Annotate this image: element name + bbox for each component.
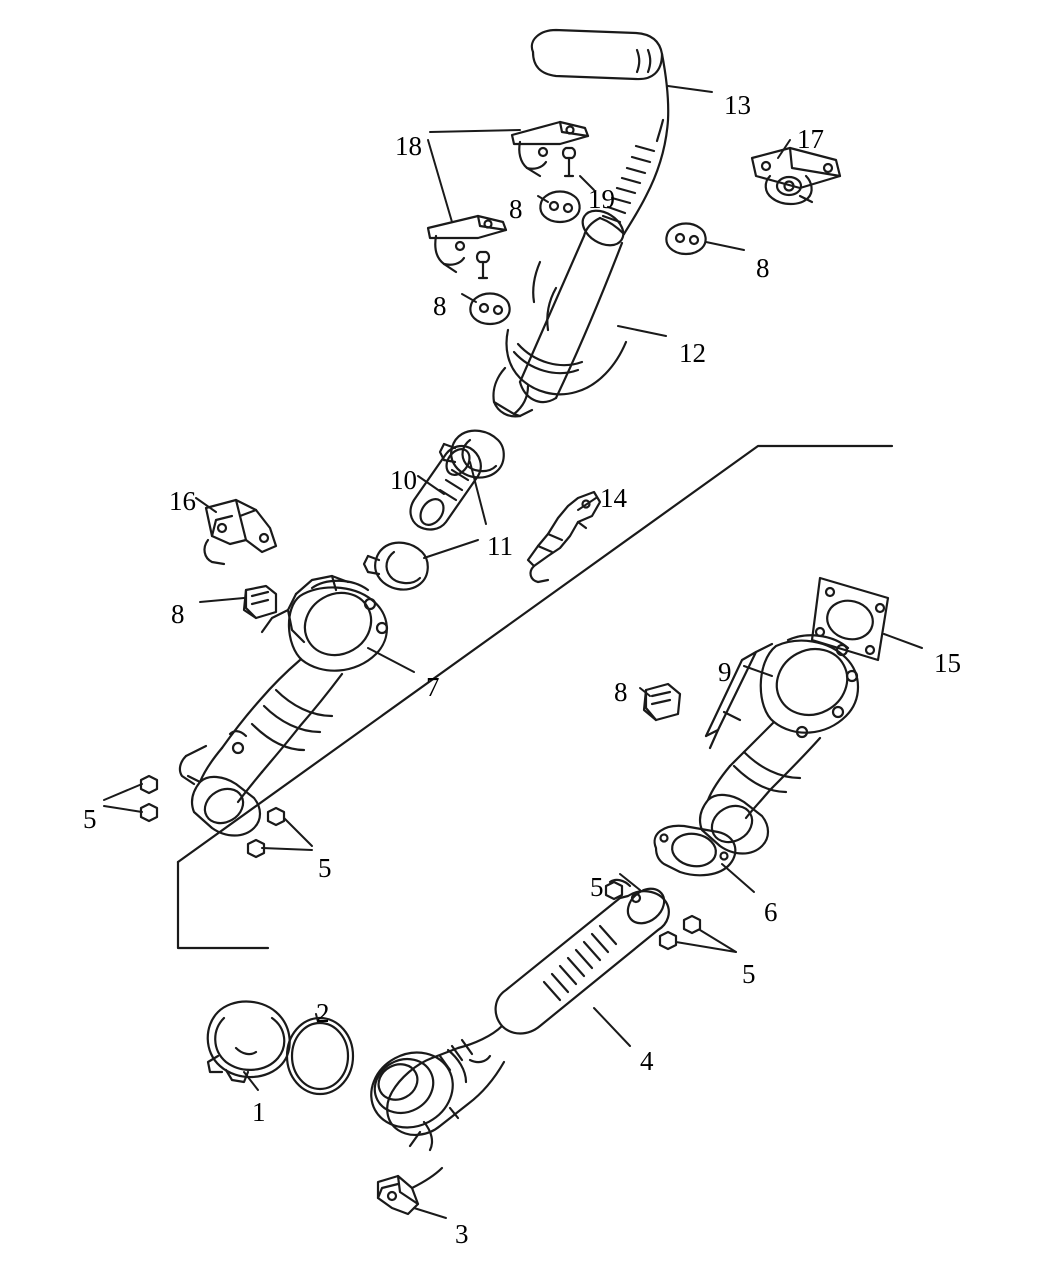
part-isolator-grommet-b bbox=[666, 224, 705, 255]
callout-exhaust-hanger-bracket: 14 bbox=[600, 483, 627, 513]
part-muffler bbox=[493, 204, 629, 417]
part-nut-c bbox=[268, 808, 284, 825]
callout-exhaust-support-bracket: 18 bbox=[395, 131, 422, 161]
callout-sensor-bracket: 3 bbox=[455, 1219, 469, 1249]
part-turbo-outlet-connector bbox=[358, 1026, 504, 1150]
callout-nut-fastener: 5 bbox=[318, 853, 332, 883]
part-hanger-bracket bbox=[528, 492, 600, 582]
callout-muffler: 12 bbox=[679, 338, 706, 368]
callout-catalytic-converter-assembly: 7 bbox=[426, 672, 440, 702]
part-retainer-pin-2 bbox=[477, 252, 489, 278]
part-hanger-isolator-assembly bbox=[752, 148, 840, 204]
part-heat-shield-gasket bbox=[812, 578, 888, 660]
callout-exhaust-connector-pipe: 10 bbox=[390, 465, 417, 495]
part-sensor-bracket bbox=[378, 1168, 442, 1214]
callout-exhaust-band-clamp: 11 bbox=[487, 531, 513, 561]
part-nut-g bbox=[660, 932, 676, 949]
callout-exhaust-down-pipe: 4 bbox=[640, 1046, 654, 1076]
callout-exhaust-isolator-grommet: 8 bbox=[171, 599, 185, 629]
callout-exhaust-tail-pipe: 13 bbox=[724, 90, 751, 120]
callout-mounting-bracket: 16 bbox=[169, 486, 196, 516]
callout-exhaust-isolator-grommet: 8 bbox=[756, 253, 770, 283]
part-down-pipe bbox=[496, 880, 671, 1034]
part-isolator-grommet-e bbox=[644, 684, 680, 720]
callout-diesel-particulate-filter: 9 bbox=[718, 657, 732, 687]
part-connector-pipe bbox=[411, 445, 481, 530]
callout-exhaust-isolator-grommet: 8 bbox=[509, 194, 523, 224]
callout-exhaust-gasket-ring: 2 bbox=[316, 998, 330, 1028]
part-isolator-grommet-a bbox=[540, 192, 579, 223]
part-nut-b bbox=[141, 804, 157, 821]
part-flange-gasket bbox=[655, 826, 736, 876]
part-nut-e bbox=[606, 882, 622, 899]
part-nut-f bbox=[684, 916, 700, 933]
callout-heat-shield-gasket: 15 bbox=[934, 648, 961, 678]
part-gasket-ring bbox=[287, 1018, 353, 1094]
callout-nut-fastener: 5 bbox=[742, 959, 756, 989]
part-mounting-bracket bbox=[205, 500, 276, 564]
part-isolator-grommet-c bbox=[470, 294, 509, 325]
part-retainer-pin bbox=[563, 148, 575, 176]
callout-retainer-pin: 19 bbox=[588, 184, 615, 214]
callout-exhaust-isolator-grommet: 8 bbox=[433, 291, 447, 321]
part-v-band-clamp bbox=[208, 1002, 290, 1083]
callout-exhaust-clamp-v-band: 1 bbox=[252, 1097, 266, 1127]
callout-exhaust-flange-gasket: 6 bbox=[764, 897, 778, 927]
callout-exhaust-isolator-grommet: 8 bbox=[614, 677, 628, 707]
part-nut-a bbox=[141, 776, 157, 793]
part-catalytic-converter bbox=[180, 576, 387, 836]
part-support-bracket-lower bbox=[428, 216, 506, 272]
callout-nut-fastener: 5 bbox=[590, 872, 604, 902]
callout-exhaust-hanger-isolator-assembly: 17 bbox=[797, 124, 824, 154]
part-support-bracket-upper bbox=[512, 122, 588, 176]
part-band-clamp-lower bbox=[364, 543, 428, 590]
callout-nut-fastener: 5 bbox=[83, 804, 97, 834]
part-isolator-grommet-d bbox=[244, 586, 276, 618]
